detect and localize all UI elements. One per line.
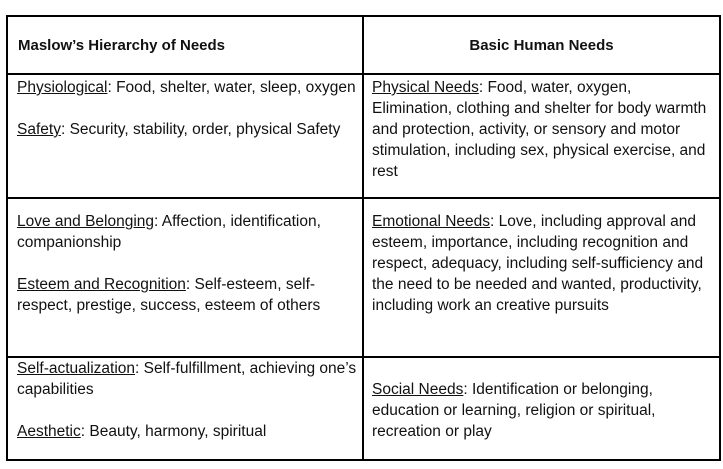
desc-love-belonging: : Affection, identification, companionship (17, 213, 321, 252)
term-physical-needs: Physical Needs (372, 79, 479, 96)
term-esteem-recognition: Esteem and Recognition (17, 276, 186, 294)
cell-love-esteem (7, 198, 363, 357)
cell-physical-needs (363, 74, 720, 198)
cell-social-needs (363, 357, 720, 460)
term-safety: Safety (17, 121, 61, 138)
header-basic-human-needs: Basic Human Needs (363, 16, 720, 74)
entry-emotional-needs (372, 211, 715, 316)
cell-self-actualization-aesthetic (7, 357, 363, 460)
cell-emotional-needs (363, 198, 720, 357)
desc-self-actualization: : Self-fulfillment, achieving one’s capabilities (17, 359, 357, 398)
table-row (7, 357, 720, 460)
term-physiological: Physiological (17, 79, 108, 96)
entry-physiological (17, 77, 358, 98)
needs-comparison-table-container (6, 15, 719, 461)
desc-esteem-recognition: : Self-esteem, self-respect, prestige, success, esteem of others (17, 276, 321, 315)
entry-self-actualization (17, 358, 358, 400)
term-emotional-needs: Emotional Needs (372, 213, 491, 231)
table-row (7, 198, 720, 357)
desc-physiological: : Food, shelter, water, sleep, oxygen (107, 79, 356, 96)
entry-physical-needs (372, 77, 715, 182)
cell-physiological-safety (7, 74, 363, 198)
entry-aesthetic (17, 421, 358, 442)
entry-social-needs (372, 379, 715, 442)
term-self-actualization: Self-actualization (17, 359, 136, 377)
needs-comparison-table (6, 15, 721, 461)
entry-esteem-recognition (17, 274, 358, 316)
desc-social-needs: : Identification or belonging, education or learning, religion or spiritual, recreation or play (372, 380, 656, 440)
term-aesthetic: Aesthetic (17, 422, 81, 440)
entry-safety (17, 119, 358, 140)
desc-safety: : Security, stability, order, physical Safety (60, 121, 341, 138)
entry-love-belonging (17, 211, 358, 253)
header-row (7, 16, 720, 74)
header-maslow: Maslow’s Hierarchy of Needs (7, 16, 363, 74)
desc-physical-needs: : Food, water, oxygen, Elimination, clothing and shelter for body warmth and protection, activity, or sensory and motor stimulation, including sex, physical exercise, and rest (372, 79, 707, 180)
table-row (7, 74, 720, 198)
term-love-belonging: Love and Belonging (17, 213, 155, 231)
desc-emotional-needs: : Love, including approval and esteem, importance, including recognition and respect, adequacy, including self-sufficiency and the need to be needed and wanted, productivity, including work an creative pursuits (372, 213, 704, 315)
term-social-needs: Social Needs (372, 380, 464, 398)
desc-aesthetic: : Beauty, harmony, spiritual (80, 422, 267, 440)
